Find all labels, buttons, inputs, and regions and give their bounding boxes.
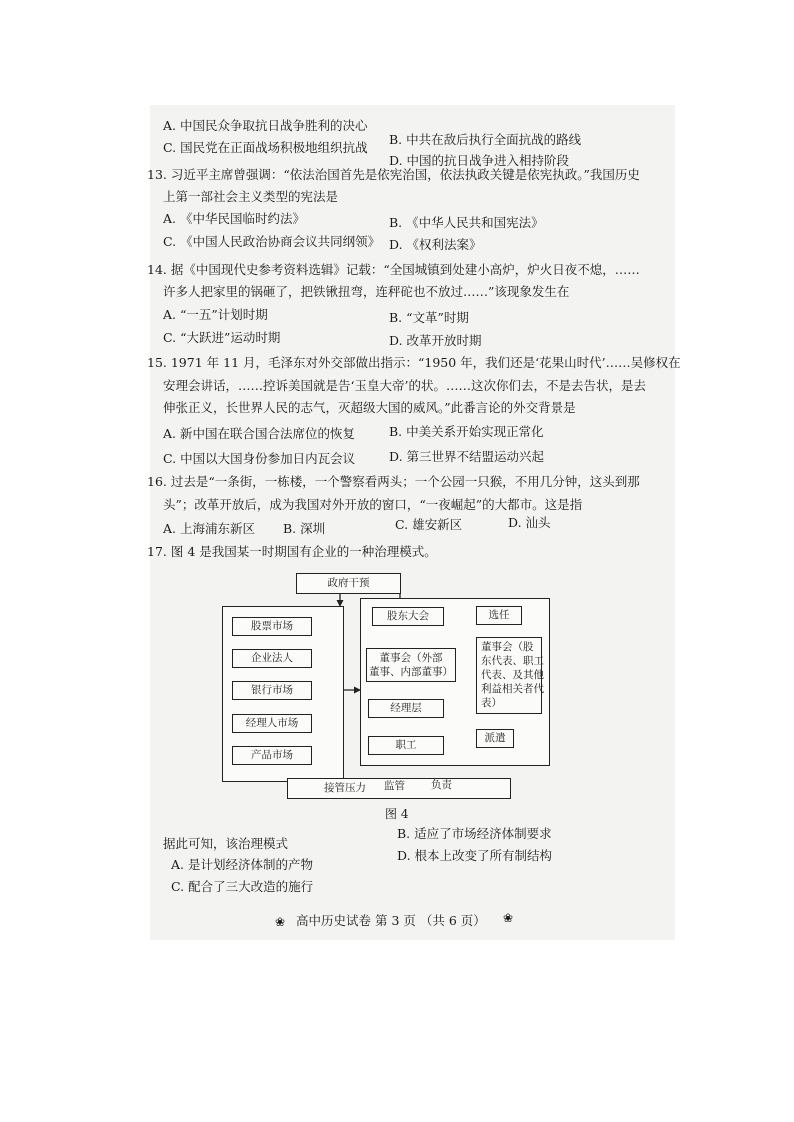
q14-option-a: A. “一五”计划时期 (163, 307, 268, 322)
q12-option-b: B. 中共在敌后执行全面抗战的路线 (389, 132, 582, 147)
figure-caption: 图 4 (385, 807, 409, 821)
dispatch-box: 派遣 (476, 729, 514, 748)
market-item-manager: 经理人市场 (232, 714, 312, 733)
q16-option-b: B. 深圳 (283, 521, 326, 536)
q16-option-c: C. 雄安新区 (395, 517, 463, 532)
q13-option-a: A. 《中华民国临时约法》 (163, 211, 305, 226)
supervisory-board-box: 董事会（股 东代表、职工 代表、及其他 利益相关者代 表） (476, 637, 542, 714)
q14-option-c: C. “大跃进”运动时期 (163, 330, 281, 345)
q17-option-d: D. 根本上改变了所有制结构 (397, 848, 553, 863)
legend-supervise-label: 监管 (384, 780, 405, 792)
legend-responsible-label: 负责 (431, 779, 452, 791)
footer-ornament-right: ❀ (503, 911, 514, 925)
q13-option-d: D. 《权利法案》 (389, 237, 482, 252)
q13-option-b: B. 《中华人民共和国宪法》 (389, 215, 544, 230)
managers-box: 经理层 (368, 699, 444, 718)
market-item-bank: 银行市场 (232, 681, 312, 700)
q14-option-b: B. “文革”时期 (389, 310, 469, 325)
footer-page-info: 高中历史试卷 第 3 页 （共 6 页） (296, 913, 486, 928)
q17-option-b: B. 适应了市场经济体制要求 (397, 826, 552, 841)
q12-option-a: A. 中国民众争取抗日战争胜利的决心 (163, 118, 368, 133)
legend-pressure-label: 接管压力 (324, 782, 366, 794)
q12-option-d: D. 中国的抗日战争进入相持阶段 (389, 153, 570, 168)
market-item-stock: 股票市场 (232, 617, 312, 636)
q15-option-d: D. 第三世界不结盟运动兴起 (389, 449, 545, 464)
q17-stem: 17. 图 4 是我国某一时期国有企业的一种治理模式。 (147, 544, 437, 559)
market-item-corporate: 企业法人 (232, 649, 312, 668)
gov-intervention-box: 政府干预 (296, 573, 401, 594)
q15-option-a: A. 新中国在联合国合法席位的恢复 (163, 426, 355, 441)
footer-ornament-left: ❀ (275, 915, 286, 929)
q16-option-a: A. 上海浦东新区 (163, 521, 255, 536)
market-item-product: 产品市场 (232, 746, 312, 765)
q17-after-text: 据此可知，该治理模式 (163, 836, 289, 851)
staff-box: 职工 (368, 736, 444, 755)
q16-option-d: D. 汕头 (508, 515, 551, 530)
q14-option-d: D. 改革开放时期 (389, 333, 482, 348)
q15-option-c: C. 中国以大国身份参加日内瓦会议 (163, 451, 356, 466)
q15-stem-line2: 安理会讲话，……控诉美国就是告‘玉皇大帝’的状。……这次你们去，不是去告状，是去 (163, 378, 646, 393)
q15-option-b: B. 中美关系开始实现正常化 (389, 424, 544, 439)
board-of-directors-box: 董事会（外部 董事、内部董事） (366, 648, 456, 682)
q17-option-c: C. 配合了三大改造的施行 (171, 879, 314, 894)
q12-option-c: C. 国民党在正面战场积极地组织抗战 (163, 140, 368, 155)
q13-stem-line2: 上第一部社会主义类型的宪法是 (163, 189, 339, 204)
shareholders-meeting-box: 股东大会 (372, 607, 444, 626)
q14-stem-line1: 14. 据《中国现代史参考资料选辑》记载：“全国城镇到处建小高炉，炉火日夜不熄，…… (147, 262, 640, 277)
q13-option-c: C. 《中国人民政治协商会议共同纲领》 (163, 234, 381, 249)
q17-option-a: A. 是计划经济体制的产物 (171, 857, 313, 872)
q16-stem-line1: 16. 过去是“一条街，一栋楼，一个警察看两头；一个公园一只猴，不用几分钟，这头到那 (147, 474, 640, 489)
q15-stem-line3: 伸张正义，长世界人民的志气，灭超级大国的威风。”此番言论的外交背景是 (163, 400, 576, 415)
elect-box: 选任 (476, 606, 522, 625)
q13-stem-line1: 13. 习近平主席曾强调：“依法治国首先是依宪治国，依法执政关键是依宪执政。”我国历史 (147, 167, 640, 182)
q15-stem-line1: 15. 1971 年 11 月，毛泽东对外交部做出指示：“1950 年，我们还是‘花果山时代’……吴修权在 (147, 355, 681, 370)
q16-stem-line2: 头”；改革开放后，成为我国对外开放的窗口，“一夜崛起”的大都市。这是指 (163, 497, 583, 512)
q14-stem-line2: 许多人把家里的锅砸了，把铁锹扭弯，连秤砣也不放过……”该现象发生在 (163, 284, 570, 299)
